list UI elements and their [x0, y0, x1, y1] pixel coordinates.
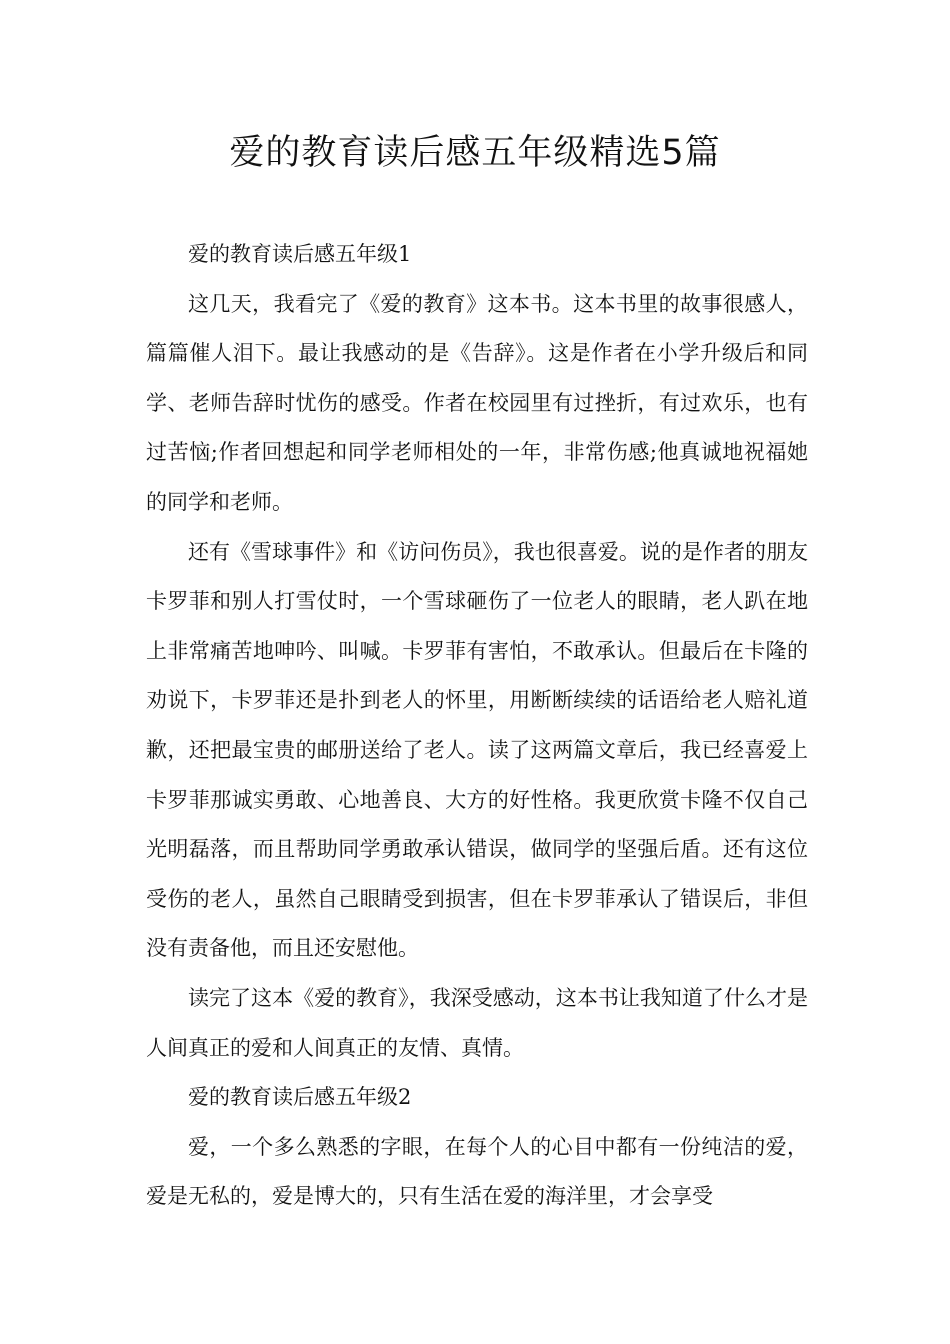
paragraph: 爱，一个多么熟悉的字眼，在每个人的心目中都有一份纯洁的爱，爱是无私的，爱是博大的，只有生活在爱的海洋里，才会享受: [146, 1134, 808, 1209]
paragraph: 读完了这本《爱的教育》，我深受感动，这本书让我知道了什么才是人间真正的爱和人间真正的友情、真情。: [146, 985, 808, 1060]
paragraph: 还有《雪球事件》和《访问伤员》，我也很喜爱。说的是作者的朋友卡罗菲和别人打雪仗时，一个雪球砸伤了一位老人的眼睛，老人趴在地上非常痛苦地呻吟、叫喊。卡罗菲有害怕，不敢承认。但最后在卡隆的劝说下，卡罗菲还是扑到老人的怀里，用断断续续的话语给老人赔礼道歉，还把最宝贵的邮册送给了老人。读了这两篇文章后，我已经喜爱上卡罗菲那诚实勇敢、心地善良、大方的好性格。我更欣赏卡隆不仅自己光明磊落，而且帮助同学勇敢承认错误，做同学的坚强后盾。还有这位受伤的老人，虽然自己眼睛受到损害，但在卡罗菲承认了错误后，非但没有责备他，而且还安慰他。: [146, 539, 808, 961]
page-title: 爱的教育读后感五年级精选5篇: [229, 133, 721, 173]
section-heading-1: 爱的教育读后感五年级1: [188, 242, 412, 266]
section-heading-2: 爱的教育读后感五年级2: [188, 1085, 412, 1110]
paragraph: 这几天，我看完了《爱的教育》这本书。这本书里的故事很感人，篇篇催人泪下。最让我感动的是《告辞》。这是作者在小学升级后和同学、老师告辞时忧伤的感受。作者在校园里有过挫折，有过欢乐，也有过苦恼;作者回想起和同学老师相处的一年，非常伤感;他真诚地祝福她的同学和老师。: [146, 291, 808, 514]
document-body: [146, 230, 808, 1222]
